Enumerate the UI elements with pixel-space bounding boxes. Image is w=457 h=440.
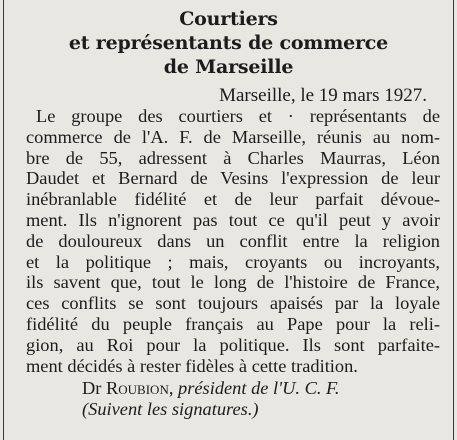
body-line: et la politique ; mais, croyants ou incroyants, <box>26 251 440 272</box>
dateline: Marseille, le 19 mars 1927. <box>219 85 427 106</box>
body-line: ment décidés à rester fidèles à cette tradition. <box>26 355 358 376</box>
signatures-note <box>82 399 457 420</box>
article-body <box>26 106 440 376</box>
headline-line: Courtiers <box>179 8 278 30</box>
body-line: bre de 55, adressent à Charles Maurras, Léon <box>26 147 440 168</box>
body-line: ils savent que, tout le long de l'histoire de France, <box>26 272 440 293</box>
body-line: ces conflits se sont toujours apaisés par la loyale <box>26 293 440 314</box>
headline-line: et représentants de commerce <box>68 32 389 54</box>
signature-title: président de l'U. C. F. <box>178 378 340 399</box>
body-line: Daudet et Bernard de Vesins l'expression de leur <box>26 168 440 189</box>
signature <box>82 378 457 399</box>
left-column-rule <box>3 0 4 440</box>
signature-name: Roubion, <box>106 378 174 399</box>
body-line: ment. Ils n'ignorent pas tout ce qu'il peut y avoir <box>26 209 440 230</box>
body-line: gion, au Roi pour la politique. Ils sont parfaite- <box>26 334 440 355</box>
signatures-note-text: (Suivent les signatures.) <box>82 399 259 420</box>
article-headline <box>0 0 457 79</box>
body-line: Le groupe des courtiers et · représentants de <box>36 106 440 126</box>
signature-prefix: Dr <box>82 378 102 399</box>
body-line: commerce de l'A. F. de Marseille, réunis au nom- <box>26 126 440 147</box>
headline-line: de Marseille <box>163 56 294 78</box>
body-line: fidélité du peuple français au Pape pour la reli- <box>26 313 440 334</box>
right-column-rule <box>453 0 454 440</box>
body-line: de douloureux dans un conflit entre la religion <box>26 230 440 251</box>
body-line: inébranlable fidélité et de leur parfait dévoue- <box>26 189 440 210</box>
